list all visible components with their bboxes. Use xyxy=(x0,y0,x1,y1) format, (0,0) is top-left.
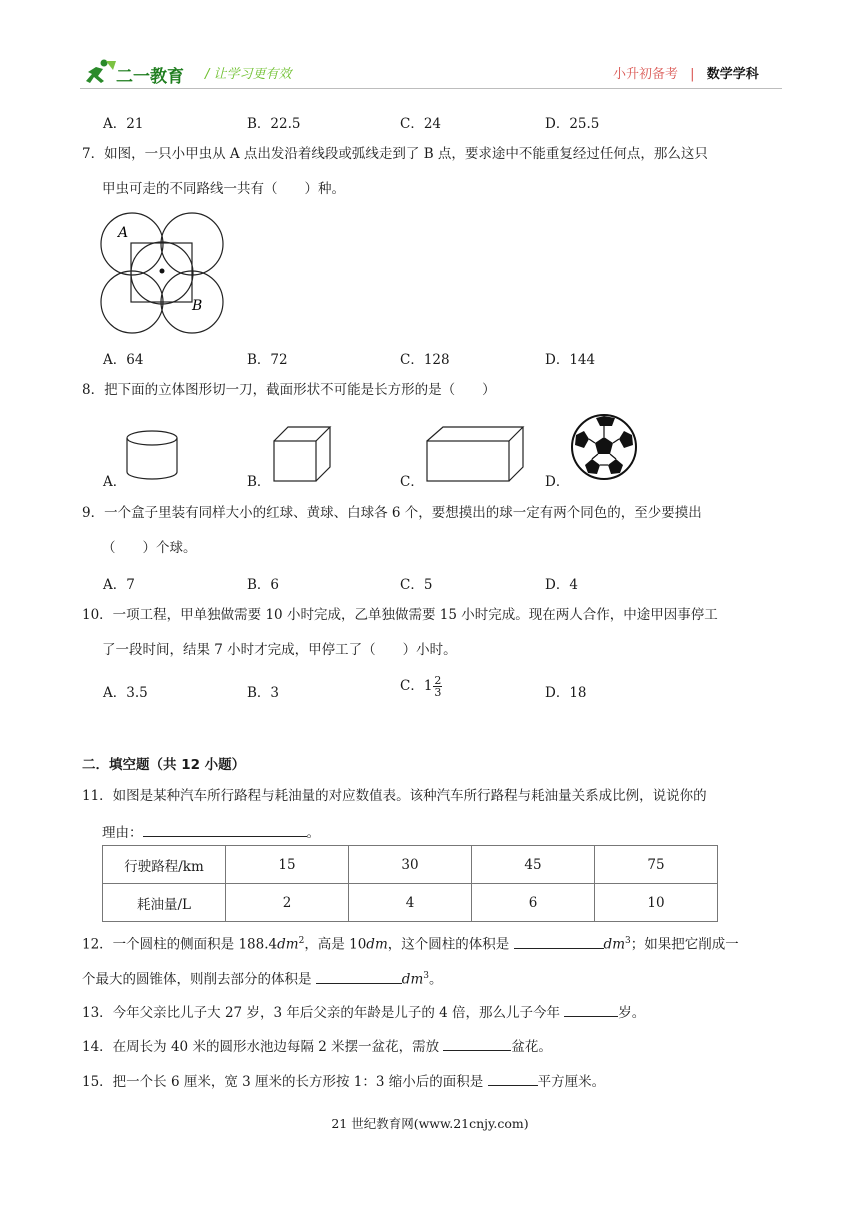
q10-text-line2: 了一段时间，结果 7 小时才完成，甲停工了（ ）小时。 xyxy=(102,642,457,658)
q7-label-a: A xyxy=(118,225,129,241)
q10-option-a: A．3.5 xyxy=(103,685,148,701)
q9-option-c: C．5 xyxy=(400,577,433,593)
q10-option-c-label: C．1 xyxy=(400,678,433,694)
table-cell: 行驶路程/km xyxy=(103,846,226,884)
unit-dm: dm xyxy=(366,936,388,953)
q7-option-b: B．72 xyxy=(247,352,288,368)
table-row xyxy=(103,846,718,884)
unit-dm: dm xyxy=(603,936,625,953)
q15-unit: 平方厘米。 xyxy=(537,1074,606,1090)
table-cell: 6 xyxy=(472,884,595,922)
q15-answer-blank[interactable] xyxy=(488,1071,538,1086)
header-slogan: / 让学习更有效 xyxy=(205,67,292,82)
q12-text-part: ，高是 10 xyxy=(304,936,367,953)
table-row xyxy=(103,884,718,922)
q10-option-b: B．3 xyxy=(247,685,280,701)
q12-text-part: 个最大的圆锥体，则削去部分的体积是 xyxy=(82,971,316,988)
q8-option-a: A． xyxy=(103,474,127,490)
q6-option-a: A．21 xyxy=(103,116,144,132)
q13-text xyxy=(82,1002,645,1022)
q8-option-c: C． xyxy=(400,474,424,490)
table-cell: 30 xyxy=(349,846,472,884)
q12-text-part: 12．一个圆柱的侧面积是 188.4 xyxy=(82,936,278,953)
q9-option-b: B．6 xyxy=(247,577,280,593)
q13-text-part: 13．今年父亲比儿子大 27 岁，3 年后父亲的年龄是儿子的 4 倍，那么儿子今年 xyxy=(82,1005,565,1021)
q7-option-a: A．64 xyxy=(103,352,144,368)
soccer-ball-figure xyxy=(570,413,638,481)
q13-unit: 岁。 xyxy=(618,1005,646,1021)
q10-option-d: D．18 xyxy=(545,685,587,701)
table-cell: 10 xyxy=(595,884,718,922)
q15-text-part: 15．把一个长 6 厘米，宽 3 厘米的长方形按 1：3 缩小后的面积是 xyxy=(82,1074,488,1090)
page-footer: 21 世纪教育网(www.21cnjy.com) xyxy=(331,1116,529,1131)
header-exam-label: 小升初备考 xyxy=(613,67,679,82)
q9-option-d: D．4 xyxy=(545,577,578,593)
q10-option-c-fraction xyxy=(433,675,442,698)
unit-dm: dm xyxy=(277,936,299,953)
fraction-numerator: 2 xyxy=(434,674,442,687)
q11-answer-blank[interactable] xyxy=(143,822,307,837)
q7-label-b: B xyxy=(192,298,203,314)
table-cell: 4 xyxy=(349,884,472,922)
q11-period: 。 xyxy=(306,825,320,841)
q7-circles-diagram xyxy=(98,210,228,338)
header-divider: | xyxy=(690,67,695,82)
q12-text-line1 xyxy=(82,932,739,954)
table-cell: 15 xyxy=(226,846,349,884)
logo xyxy=(82,58,188,86)
q9-text-line1: 9．一个盒子里装有同样大小的红球、黄球、白球各 6 个，要想摸出的球一定有两个同色的，至少要摸出 xyxy=(82,505,702,521)
unit-dm: dm xyxy=(401,971,424,988)
q14-answer-blank[interactable] xyxy=(443,1036,511,1051)
q12-text-part: ；如果把它削成一 xyxy=(630,936,739,953)
header-right xyxy=(613,63,759,82)
q6-option-d: D．25.5 xyxy=(545,116,600,132)
q7-option-c: C．128 xyxy=(400,352,450,368)
header-subject-label: 数学学科 xyxy=(706,67,759,82)
superscript: 2 xyxy=(298,936,305,946)
q7-text-line2: 甲虫可走的不同路线一共有（ ）种。 xyxy=(102,181,345,197)
superscript: 3 xyxy=(423,971,429,981)
q6-option-c: C．24 xyxy=(400,116,442,132)
q9-text-line2: （ ）个球。 xyxy=(102,540,197,556)
cube-figure xyxy=(270,424,336,484)
table-cell: 耗油量/L xyxy=(103,884,226,922)
q8-text-line1: 8．把下面的立体图形切一刀，截面形状不可能是长方形的是（ ） xyxy=(82,382,496,398)
q11-reason-label: 理由： xyxy=(102,825,143,841)
q11-text-line2 xyxy=(102,822,320,842)
q10-text-line1: 10．一项工程，甲单独做需要 10 小时完成，乙单独做需要 15 小时完成。现在两人合作，中途甲因事停工 xyxy=(82,607,718,623)
q9-option-a: A．7 xyxy=(103,577,135,593)
q10-option-c xyxy=(400,674,442,698)
q14-text xyxy=(82,1036,552,1056)
q13-answer-blank[interactable] xyxy=(564,1002,618,1017)
cylinder-figure xyxy=(124,428,184,484)
fraction-denominator: 3 xyxy=(434,686,442,699)
header-rule xyxy=(80,88,782,89)
q12-text-line2 xyxy=(82,967,442,989)
q14-text-part: 14．在周长为 40 米的圆形水池边每隔 2 米摆一盆花，需放 xyxy=(82,1039,444,1055)
q7-option-d: D．144 xyxy=(545,352,596,368)
q12-cut-volume-blank[interactable] xyxy=(316,969,402,984)
mileage-fuel-table xyxy=(102,845,718,922)
section-heading-fill-in: 二．填空题（共 12 小题） xyxy=(82,757,246,773)
q6-option-b: B．22.5 xyxy=(247,116,301,132)
superscript: 3 xyxy=(625,936,631,946)
table-cell: 45 xyxy=(472,846,595,884)
q11-text-line1: 11．如图是某种汽车所行路程与耗油量的对应数值表。该种汽车所行路程与耗油量关系成比例，说说你的 xyxy=(82,788,707,804)
q7-text-line1: 7．如图，一只小甲虫从 A 点出发沿着线段或弧线走到了 B 点，要求途中不能重复经过任何点，那么这只 xyxy=(82,146,708,162)
q12-text-part: ，这个圆柱的体积是 xyxy=(387,936,514,953)
q8-option-d: D． xyxy=(545,474,570,490)
q12-volume-blank[interactable] xyxy=(514,934,604,949)
q14-unit: 盆花。 xyxy=(511,1039,552,1055)
table-cell: 2 xyxy=(226,884,349,922)
q15-text xyxy=(82,1071,605,1091)
q12-period: 。 xyxy=(428,971,443,988)
q8-option-b: B． xyxy=(247,474,271,490)
logo-text: 二一教育 xyxy=(116,67,184,87)
cuboid-figure xyxy=(424,424,526,484)
table-cell: 75 xyxy=(595,846,718,884)
